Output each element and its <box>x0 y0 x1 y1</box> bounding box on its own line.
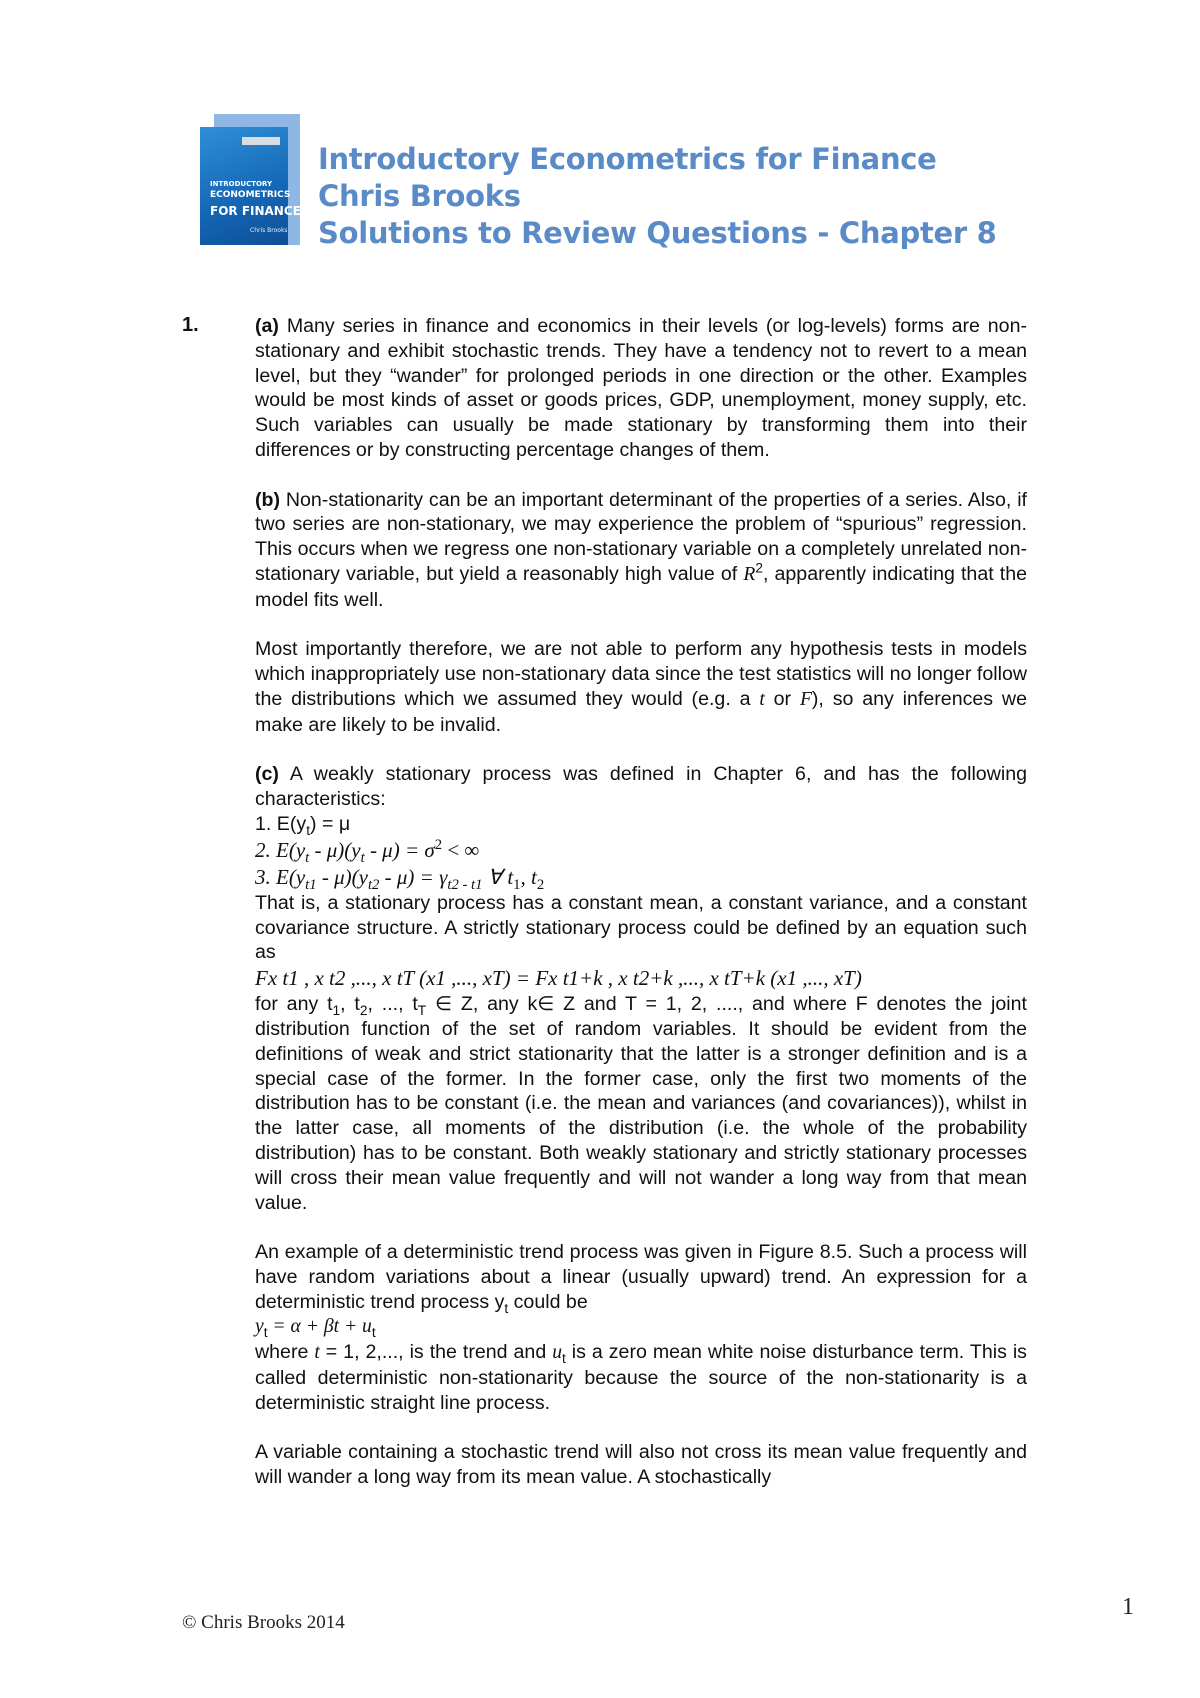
cond3-sub3: t2 - t1 <box>447 876 483 893</box>
d2-c: is a zero mean white noise disturbance term. This is called deterministic non-stationarity because the source of the non-stationarity is a deterministic straight line process. <box>255 1341 1027 1414</box>
cond2-sup: 2 <box>434 836 443 853</box>
cover-author: Chris Brooks <box>250 227 288 234</box>
part-b-label: (b) <box>255 488 281 511</box>
cond2-sub2: t <box>360 849 365 866</box>
deq-sub: t <box>263 1325 268 1341</box>
paragraph-c <box>255 762 1027 812</box>
book-cover-front <box>200 127 301 245</box>
d-a: An example of a deterministic trend process was given in Figure 8.5. Such a process will have random variations about a linear (usually upward) trend. An expression for a deterministic trend process y <box>255 1241 1027 1313</box>
paragraph-c2: That is, a stationary process has a constant mean, a constant variance, and a constant covariance structure. A strictly stationary process could be defined by an equation such as <box>255 891 1027 964</box>
condition-1 <box>255 812 1027 837</box>
question-body <box>255 314 1027 1490</box>
deterministic-trend-equation <box>255 1314 1027 1340</box>
cond2-sub1: t <box>305 849 310 866</box>
deq-sub2: t <box>371 1325 376 1341</box>
cover-label <box>242 137 280 145</box>
strict-stationarity-equation: Fx t1 , x t2 ,..., x tT (x1 ,..., xT) = Fx t1+k , x t2+k ,..., x tT+k (x1 ,..., xT) <box>255 966 862 991</box>
cond3-b: - μ)(y <box>316 864 368 889</box>
cond1-sub: t <box>306 822 310 838</box>
part-b-text-end: , apparently indicating that the model fits well. <box>255 562 1027 611</box>
d2-u: u <box>552 1342 562 1364</box>
d2-usub: t <box>561 1351 566 1367</box>
book-cover-image <box>200 114 300 245</box>
cond3-sub5: 2 <box>536 876 545 893</box>
condition-3 <box>255 864 1027 891</box>
cond3-a: 3. E(y <box>255 864 306 889</box>
paragraph-b2 <box>255 637 1027 737</box>
part-b2-text-end: ), so any inferences we make are likely to be invalid. <box>255 687 1027 736</box>
cond1-end: ) = μ <box>310 812 351 835</box>
cover-title-line2: ECONOMETRICS <box>210 190 291 200</box>
cond2-b: - μ)(y <box>309 837 361 862</box>
cond3-sub4: 1 <box>513 876 521 893</box>
deq-y: y <box>255 1316 264 1338</box>
page-number: 1 <box>1122 1594 1134 1620</box>
condition-2 <box>255 837 1027 864</box>
c3-a: for any t <box>255 993 333 1016</box>
part-c-text: A weakly stationary process was defined in Chapter 6, and has the following characteristics: <box>255 763 1027 811</box>
book-title: Introductory Econometrics for Finance <box>318 142 937 176</box>
f-dist: F <box>799 688 812 710</box>
c3-c: , ..., t <box>367 993 418 1016</box>
cover-title-line3: FOR FINANCE <box>210 204 301 218</box>
paragraph-d2 <box>255 1340 1027 1415</box>
cond2-e: < ∞ <box>442 837 480 862</box>
question-number: 1. <box>182 314 199 336</box>
c3-d: ∈ Z, any k∈ Z and T = 1, 2, ...., and where F denotes the joint distribution function of the set of random variables. It should be evident from the definitions of weak and strict stationarity that the latter is a stronger definition and is a special case of the former. In the former case, only the first two moments of the distribution has to be constant (i.e. the mean and variances (and covariances)), whilst in the latter case, all moments of the distribution (i.e. the whole of the probability distribution) has to be constant. Both weakly stationary and strictly stationary processes will cross their mean value frequently and will not wander a long way from that mean value. <box>255 993 1027 1214</box>
r-squared-exponent: 2 <box>755 560 763 576</box>
deq-rest: = α + βt + u <box>267 1316 372 1338</box>
cond3-d: - μ) = γ <box>379 864 448 889</box>
author-name: Chris Brooks <box>318 179 521 213</box>
cond3-sub1: t1 <box>305 876 317 893</box>
cond2-d: - μ) = σ <box>364 837 435 862</box>
d-end: could be <box>508 1290 588 1313</box>
or-word: or <box>773 687 792 710</box>
c3-b: , t <box>340 993 360 1016</box>
paragraph-b <box>255 488 1027 613</box>
cond3-sub2: t2 <box>367 876 380 893</box>
cond2-a: 2. E(y <box>255 837 306 862</box>
copyright-footer: © Chris Brooks 2014 <box>182 1612 345 1633</box>
cond1-a: 1. E(y <box>255 812 307 835</box>
cover-title-line1: INTRODUCTORY <box>210 180 273 188</box>
part-b2-text: Most importantly therefore, we are not able to perform any hypothesis tests in models which inappropriately use non-stationary data since the test statistics will no longer follow the distributions which we assumed they would (e.g. a <box>255 638 1027 710</box>
paragraph-e: A variable containing a stochastic trend will also not cross its mean value frequently and will wander a long way from its mean value. A stochastically <box>255 1441 1027 1489</box>
paragraph-d <box>255 1240 1027 1314</box>
d2-a: where <box>255 1341 309 1364</box>
document-subtitle: Solutions to Review Questions - Chapter 8 <box>318 216 997 250</box>
part-b-text: Non-stationarity can be an important determinant of the properties of a series. Also, if two series are non-stationary, we may experience the problem of “spurious” regression. This occurs when we regress one non-stationary variable on a completely unrelated non-stationary variable, but yield a reasonably high value of <box>255 488 1027 585</box>
d2-t: t <box>314 1342 320 1364</box>
part-c-label: (c) <box>255 763 279 786</box>
d2-b: = 1, 2,..., is the trend and <box>319 1341 547 1364</box>
paragraph-c3: for any $t_1$, $t_2$, ..., $t_T$ ∈ Z, any k∈ Z and T = 1, 2, ...., and where F denotes the joint distribution function of the set of random variables. It should be evident from the definitions of weak and strict stationarity that the latter is a stronger definition and is a special case of the former. In the former case, only the first two moments of the distribution has to be constant (i.e. the mean and variances (and covariances)), whilst in the latter case, all moments of the distribution (i.e. the whole of the probability distribution) has to be constant. Both weakly stationary and strictly stationary processes will cross their mean value frequently and will not wander a long way from that mean value. <box>255 993 1027 1214</box>
r-squared: R <box>743 563 756 585</box>
t-dist: t <box>759 688 765 710</box>
cond3-f: ∀ t <box>482 864 514 889</box>
part-a-text: Many series in finance and economics in their levels (or log-levels) forms are non-stationary and exhibit stochastic trends. They have a tendency not to revert to a mean level, but they “wander” for prolonged periods in one direction or the other. Examples would be most kinds of asset or goods prices, GDP, unemployment, money supply, etc. Such variables can usually be made stationary by transforming them into their differences or by constructing percentage changes of them. <box>255 315 1027 461</box>
paragraph-a <box>255 314 1027 463</box>
part-a-label: (a) <box>255 315 279 337</box>
d-sub: t <box>504 1300 509 1316</box>
cond3-h: , t <box>520 864 537 889</box>
